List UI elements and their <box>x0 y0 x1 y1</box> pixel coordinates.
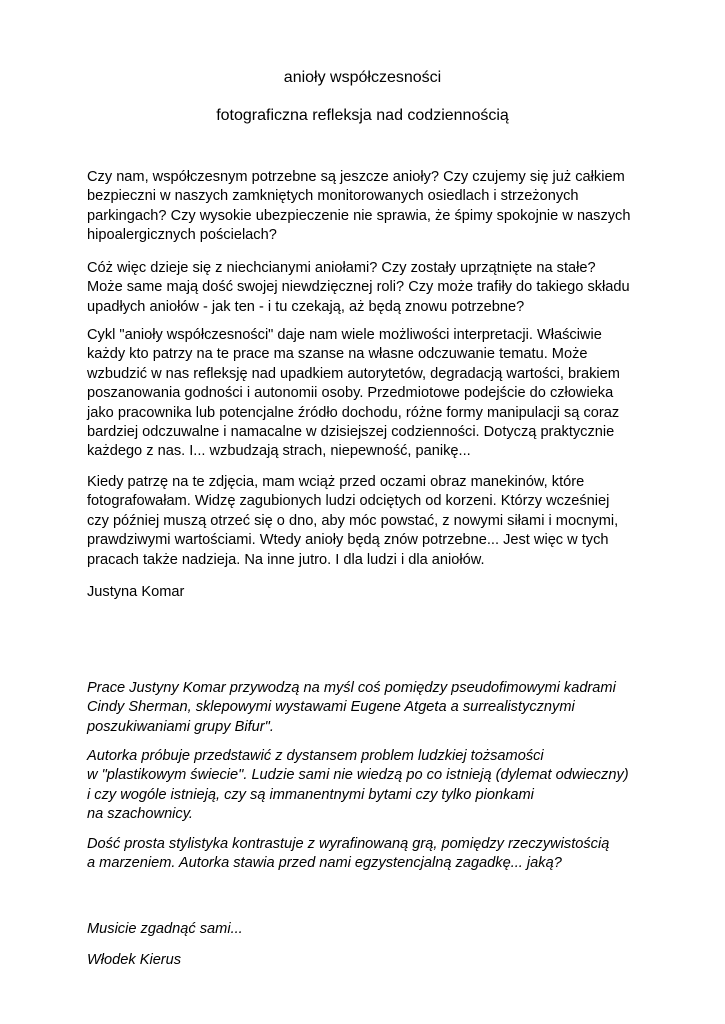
text-line: Dość prosta stylistyka kontrastuje z wyrafinowaną grą, pomiędzy rzeczywistością <box>87 836 610 852</box>
text-line: Cykl "anioły współczesności" daje nam wiele możliwości interpretacji. Właściwie <box>87 327 602 343</box>
essay-paragraph-1 <box>87 168 687 246</box>
essay-paragraph-2 <box>87 259 687 317</box>
text-line: każdego z nas. I... wzbudzają strach, niepewność, panikę... <box>87 443 471 460</box>
text-line: upadłych aniołów - jak ten - i tu czekają, aż będą znowu potrzebne? <box>87 298 525 315</box>
text-line: i czy wogóle istnieją, czy są immanentnymi bytami czy tylko pionkami <box>87 786 534 803</box>
text-line: Autorka próbuje przedstawić z dystansem problem ludzkiej tożsamości <box>87 748 544 764</box>
essay-paragraph-3 <box>87 326 687 462</box>
document-title: anioły współczesności <box>283 69 442 86</box>
essay-signature <box>87 583 687 602</box>
text-line: Kiedy patrzę na te zdjęcia, mam wciąż przed oczami obraz manekinów, które <box>87 474 585 490</box>
text-line: fotografowałam. Widzę zagubionych ludzi odciętych od korzeni. Którzy wcześniej <box>87 493 610 510</box>
author-name: Włodek Kierus <box>87 952 182 968</box>
text-line: poszanowania godności i autonomii osoby. Przedmiotowe podejście do człowieka <box>87 385 614 402</box>
text-line: na szachownicy. <box>87 806 193 823</box>
commentary-signature <box>87 951 687 970</box>
text-line: jako pracownika lub potencjalne źródło dochodu, różne formy manipulacji są coraz <box>87 404 620 421</box>
text-line: Cindy Sherman, sklepowymi wystawami Eugene Atgeta a surrealistycznymi <box>87 699 575 716</box>
commentary-paragraph-2 <box>87 747 687 825</box>
text-line: Cóż więc dzieje się z niechcianymi aniołami? Czy zostały uprzątnięte na stałe? <box>87 260 596 276</box>
text-line: wzbudzić w nas refleksję nad upadkiem autorytetów, degradacją wartości, brakiem <box>87 365 620 382</box>
text-line: czy później muszą otrzeć się o dno, aby móc powstać, z nowymi siłami i mocnymi, <box>87 512 619 529</box>
text-line: hipoalergicznych pościelach? <box>87 227 277 244</box>
document-subtitle: fotograficzna refleksja nad codziennością <box>216 107 509 124</box>
text-line: Może same mają dość swojej niewdzięcznej roli? Czy może trafiły do takiego składu <box>87 279 630 296</box>
author-name: Justyna Komar <box>87 584 185 600</box>
text-line: poszukiwaniami grupy Bifur". <box>87 718 274 735</box>
text-line: bardziej odczuwalne i namacalne w dzisiejszej codzienności. Dotyczą praktycznie <box>87 424 615 441</box>
text-line: parkingach? Czy wysokie ubezpieczenie nie sprawia, że śpimy spokojnie w naszych <box>87 207 631 224</box>
text-line: prawdziwymi wartościami. Wtedy anioły będą znów potrzebne... Jest więc w tych <box>87 532 609 549</box>
text-line: a marzeniem. Autorka stawia przed nami egzystencjalną zagadkę... jaką? <box>87 855 562 872</box>
commentary-paragraph-1 <box>87 679 687 737</box>
essay-paragraph-4 <box>87 473 687 570</box>
commentary-paragraph-3 <box>87 835 687 874</box>
text-line: Prace Justyny Komar przywodzą na myśl coś pomiędzy pseudofimowymi kadrami <box>87 680 616 696</box>
commentary-paragraph-4 <box>87 920 687 939</box>
text-line: w "plastikowym świecie". Ludzie sami nie wiedzą po co istnieją (dylemat odwieczny) <box>87 767 629 784</box>
text-line: Musicie zgadnąć sami... <box>87 921 243 937</box>
text-line: bezpieczni w naszych zamkniętych monitorowanych osiedlach i strzeżonych <box>87 188 579 205</box>
text-line: pracach także nadzieja. Na inne jutro. I dla ludzi i dla aniołów. <box>87 551 485 568</box>
text-line: każdy kto patrzy na te prace ma szanse na własne odczuwanie tematu. Może <box>87 346 588 363</box>
text-line: Czy nam, współczesnym potrzebne są jeszcze anioły? Czy czujemy się już całkiem <box>87 169 625 185</box>
